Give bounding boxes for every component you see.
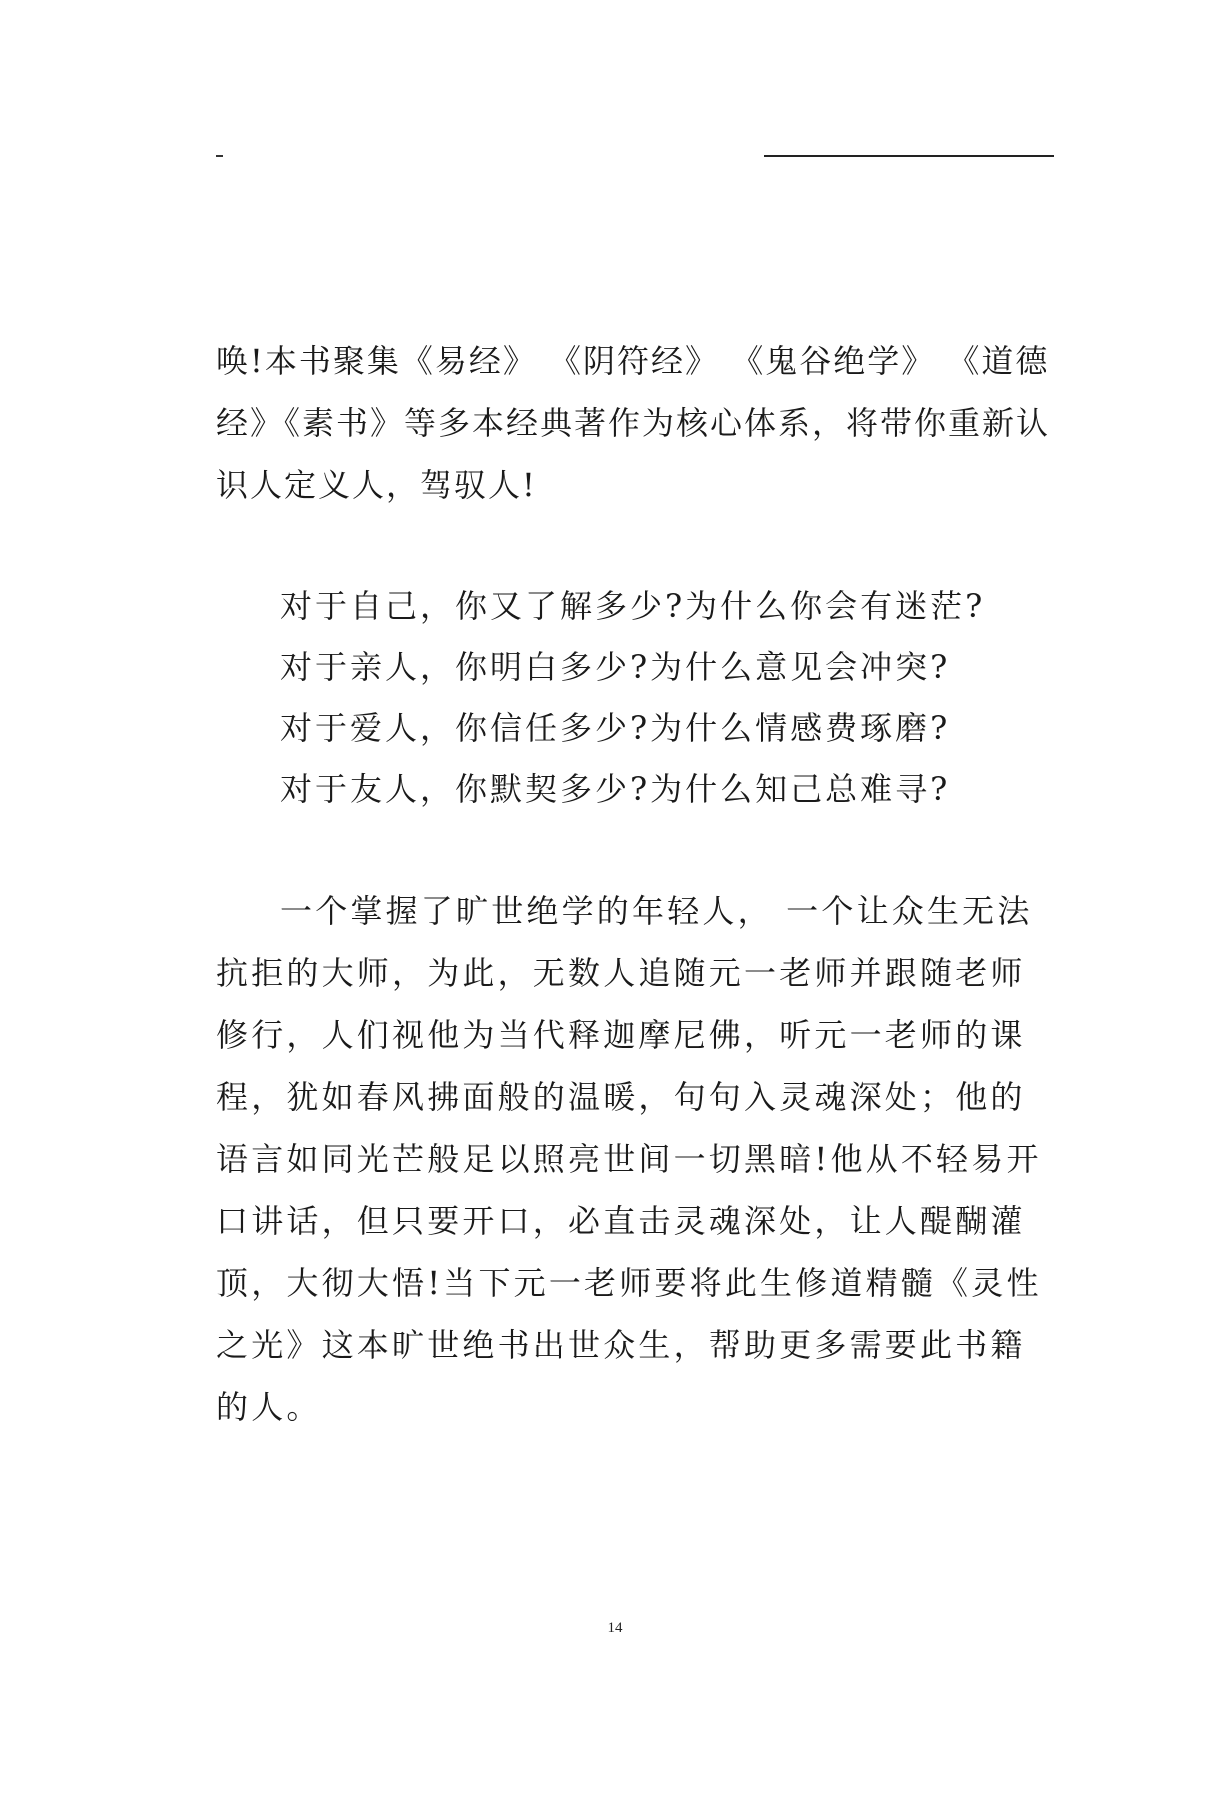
question-line: 对于自己，你又了解多少?为什么你会有迷茫? <box>280 587 986 625</box>
master-paragraph: 一个掌握了旷世绝学的年轻人， 一个让众生无法抗拒的大师，为此，无数人追随元一老师并跟随老师修行，人们视他为当代释迦摩尼佛，听元一老师的课程，犹如春风拂面般的温暖，句句入灵魂深处；他的语言如同光芒般足以照亮世间一切黑暗!他从不轻易开口讲话，但只要开口，必直击灵魂深处，让人醍醐灌顶，大彻大悟!当下元一老师要将此生修道精髓《灵性之光》这本旷世绝书出世众生，帮助更多需要此书籍的人。 <box>216 892 1042 1426</box>
intro-paragraph: 唤!本书聚集《易经》 《阴符经》 《鬼谷绝学》 《道德经》《素书》等多本经典著作为核心体系，将带你重新认识人定义人，驾驭人! <box>216 342 1051 504</box>
question-line: 对于友人，你默契多少?为什么知己总难寻? <box>280 770 951 808</box>
question-block <box>216 576 1056 820</box>
question-line: 对于亲人，你明白多少?为什么意见会冲突? <box>280 648 951 686</box>
header-rule <box>764 155 1054 157</box>
header-mark <box>216 155 223 157</box>
question-line: 对于爱人，你信任多少?为什么情感费琢磨? <box>280 709 951 747</box>
page-number: 14 <box>607 1620 623 1636</box>
page-body <box>216 330 1056 1438</box>
